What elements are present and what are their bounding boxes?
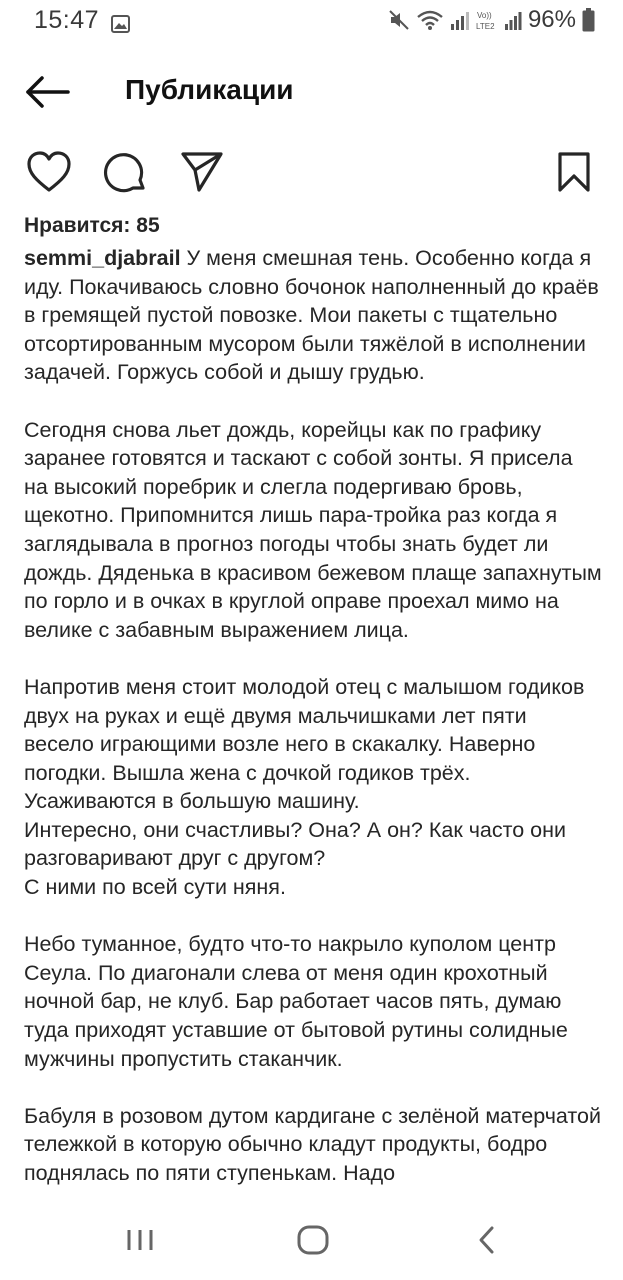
svg-text:LTE2: LTE2	[475, 22, 495, 31]
back-icon[interactable]	[470, 1222, 506, 1263]
heart-icon[interactable]	[26, 150, 72, 199]
system-nav-bar	[0, 1208, 623, 1280]
wifi-icon	[416, 9, 444, 31]
bookmark-icon[interactable]	[556, 150, 592, 199]
caption-text: У меня смешная тень. Особенно когда я иду. Покачиваюсь словно бочонок наполненный до краёв в гремящей пустой повозке. Мои пакеты с тщательно отсортированным мусором были тяжёлой в исполнении задачей. Горжусь собой и дышу грудью. Сегодня снова льет дождь, корейцы как по графику заранее готовятся и таскают с собой зонты. Я присела на высокий поребрик и слегла подергиваю бровь, щекотно. Припомнится лишь пара-тройка раз когда я заглядывала в прогноз погоды чтобы знать будет ли дождь. Дяденька в красивом бежевом плаще запахнутым по горло и в очках в круглой оправе проехал мимо на велике с забавным выражением лица. Напротив меня стоит молодой отец с малышом годиков двух на руках и ещё двумя мальчишками лет пяти весело играющими возле него в скакалку. Наверно погодки. Вышла жена с дочкой годиков трёх. Усаживаются в большую машину. Интересно, они счастливы? Она? А он? Как часто они разговаривают друг с другом? С ними по всей сути няня. Небо туманное, будто что-то накрыло куполом центр Сеула. По диагонали слева от меня один крохотный ночной бар, не клуб. Бар работает часов пять, думаю туда приходят уставшие от бытовой рутины солидные мужчины пропустить стаканчик. Бабуля в розовом дутом кардигане с зелёной матерчатой тележкой в которую обычно кладут продукты, бодро поднялась по пяти ступенькам. Надо	[24, 246, 602, 1185]
share-icon[interactable]	[180, 150, 224, 199]
likes-count: Нравится: 85	[24, 214, 160, 237]
mute-icon	[388, 9, 410, 31]
status-bar	[0, 0, 623, 44]
battery-percent: 96%	[527, 6, 576, 33]
svg-text:Vo)): Vo))	[476, 11, 492, 20]
app-header	[0, 56, 623, 128]
battery-icon	[582, 8, 595, 32]
post-caption	[24, 244, 602, 1200]
recent-apps-icon[interactable]	[122, 1222, 158, 1263]
page-title: Публикации	[125, 74, 294, 105]
caption-username[interactable]: semmi_djabrail	[24, 246, 181, 270]
home-icon[interactable]	[294, 1222, 332, 1263]
post-actions	[0, 150, 623, 200]
volte-icon	[476, 9, 498, 31]
signal-icon	[450, 10, 470, 30]
comment-icon[interactable]	[103, 150, 149, 201]
arrow-left-icon[interactable]	[22, 72, 74, 112]
status-time: 15:47	[34, 6, 100, 34]
image-notification-icon	[111, 11, 130, 29]
status-icons	[388, 6, 595, 34]
signal-2-icon	[504, 10, 522, 30]
